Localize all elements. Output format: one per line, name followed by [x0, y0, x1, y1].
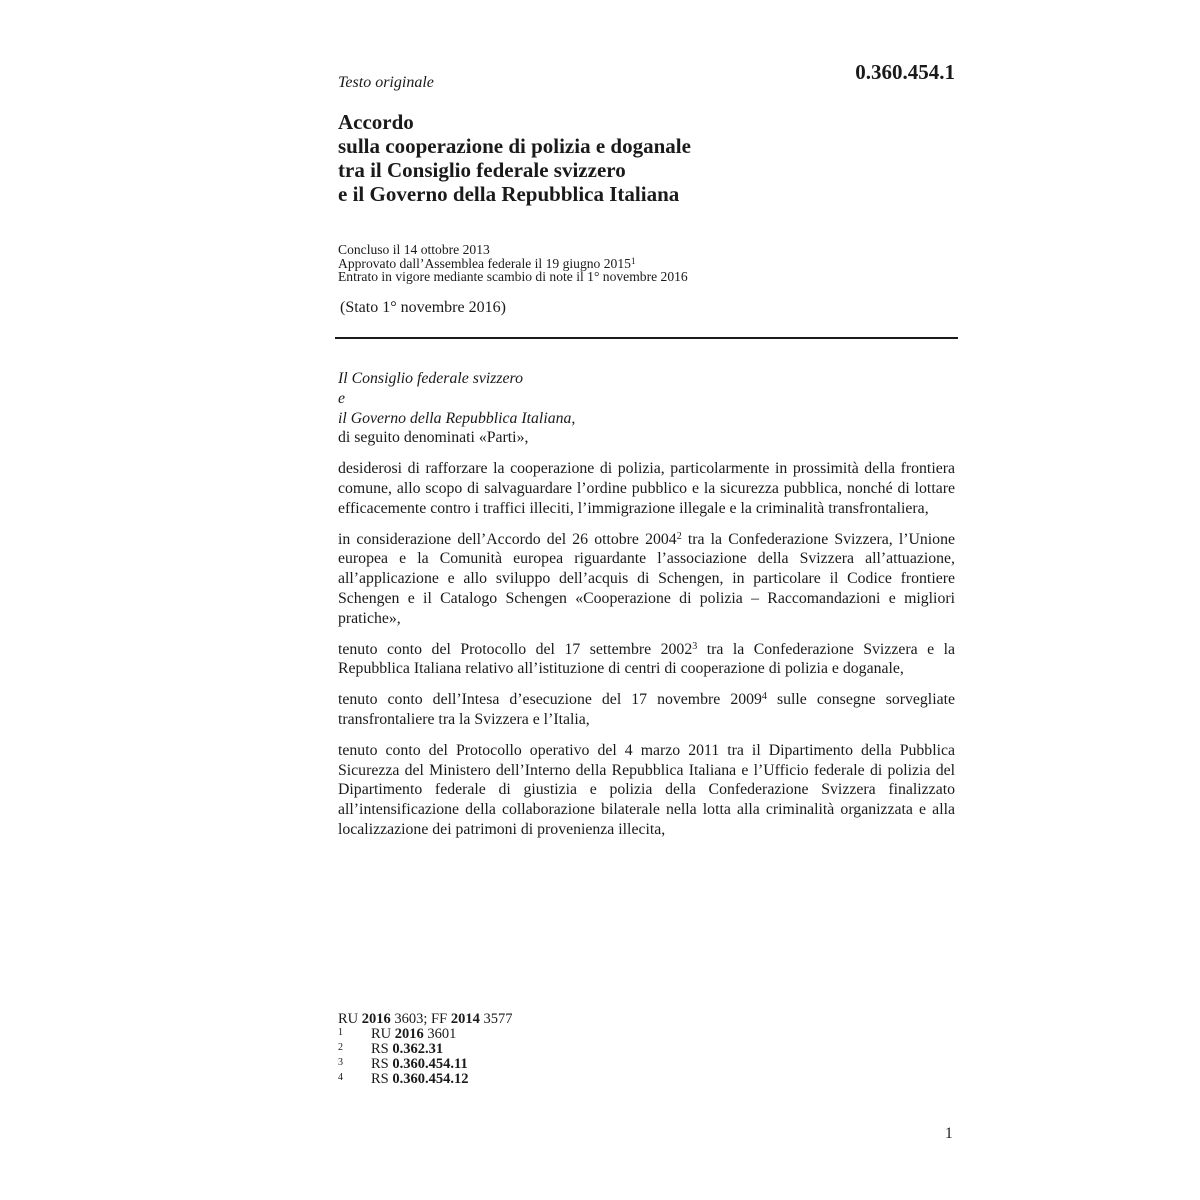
status-date: (Stato 1° novembre 2016) [340, 299, 506, 316]
source-reference: RU 2016 3603; FF 2014 3577 [338, 1011, 513, 1027]
title-line: Accordo [338, 110, 414, 134]
approved-date: Approvato dall’Assemblea federale il 19 giugno 2015$^1$ [338, 255, 636, 271]
footnote-number: 4 [338, 1072, 343, 1083]
preamble-paragraph: tenuto conto del Protocollo operativo del 4 marzo 2011 tra il Dipartimento della Pubblica Sicurezza del Ministero dell’Interno della Repubblica Italiana e l’Ufficio federale di polizia del Dipartimento federale di giustizia e polizia della Confederazione Svizzera finalizzato all’intensificazione della collaborazione bilaterale nella lotta alla criminalità organizzata e alla localizzazione dei patrimoni di provenienza illecita, [338, 741, 955, 838]
footnote-item: 3 RS 0.360.454.11 [338, 1056, 468, 1072]
party-italy: il Governo della Repubblica Italiana, [338, 409, 576, 427]
parties-denomination: di seguito denominati «Parti», [338, 429, 529, 447]
header-divider [335, 337, 958, 339]
preamble [338, 369, 955, 840]
original-text-label: Testo originale [338, 74, 434, 91]
party-conjunction: e [338, 389, 346, 407]
preamble-paragraph: in considerazione dell’Accordo del 26 ottobre 2004$^2$ tra la Confederazione Svizzera, l’Unione europea e la Comunità europea riguardante l’associazione della Svizzera all’attuazione, all’applicazione e allo sviluppo dell’acquis di Schengen, in particolare il Codice frontiere Schengen e il Catalogo Schengen «Cooperazione di polizia – Raccomandazioni e migliori pratiche», [338, 530, 955, 627]
entry-into-force-date: Entrato in vigore mediante scambio di note il 1° novembre 2016 [338, 269, 688, 284]
footnote-number: 1 [338, 1027, 343, 1038]
footnote-ref[interactable]: 2 [676, 530, 682, 542]
footnote-ref[interactable]: 1 [630, 255, 636, 266]
footnote-item: 2 RS 0.362.31 [338, 1041, 444, 1057]
document-number: 0.360.454.1 [855, 60, 955, 84]
footnote-number: 3 [338, 1057, 343, 1068]
preamble-paragraph: tenuto conto dell’Intesa d’esecuzione del 17 novembre 2009$^4$ sulle consegne sorvegliate transfrontaliere tra la Svizzera e l’Italia, [338, 691, 955, 728]
title-line: e il Governo della Repubblica Italiana [338, 182, 680, 206]
document-meta [338, 243, 688, 284]
concluded-date: Concluso il 14 ottobre 2013 [338, 242, 490, 257]
footnote-ref[interactable]: 4 [761, 691, 767, 703]
footnote-number: 2 [338, 1042, 343, 1053]
party-swiss: Il Consiglio federale svizzero [338, 370, 524, 387]
footnote-item: 1 RU 2016 3601 [338, 1026, 457, 1042]
title-line: tra il Consiglio federale svizzero [338, 158, 626, 182]
preamble-paragraph: desiderosi di rafforzare la cooperazione di polizia, particolarmente in prossimità della frontiera comune, allo scopo di salvaguardare l’ordine pubblico e la sicurezza pubblica, nonché di lottare efficacemente contro i traffici illeciti, l’immigrazione illegale e la criminalità transfrontaliera, [338, 460, 955, 517]
footnote-ref[interactable]: 3 [692, 640, 698, 652]
page-number: 1 [945, 1125, 953, 1142]
preamble-paragraph: tenuto conto del Protocollo del 17 settembre 2002$^3$ tra la Confederazione Svizzera e la Repubblica Italiana relativo all’istituzione di centri di cooperazione di polizia e doganale, [338, 640, 955, 678]
title-line: sulla cooperazione di polizia e doganale [338, 134, 691, 158]
footnotes [338, 1012, 512, 1087]
footnote-item: 4 RS 0.360.454.12 [338, 1071, 469, 1087]
document-title [338, 110, 691, 206]
